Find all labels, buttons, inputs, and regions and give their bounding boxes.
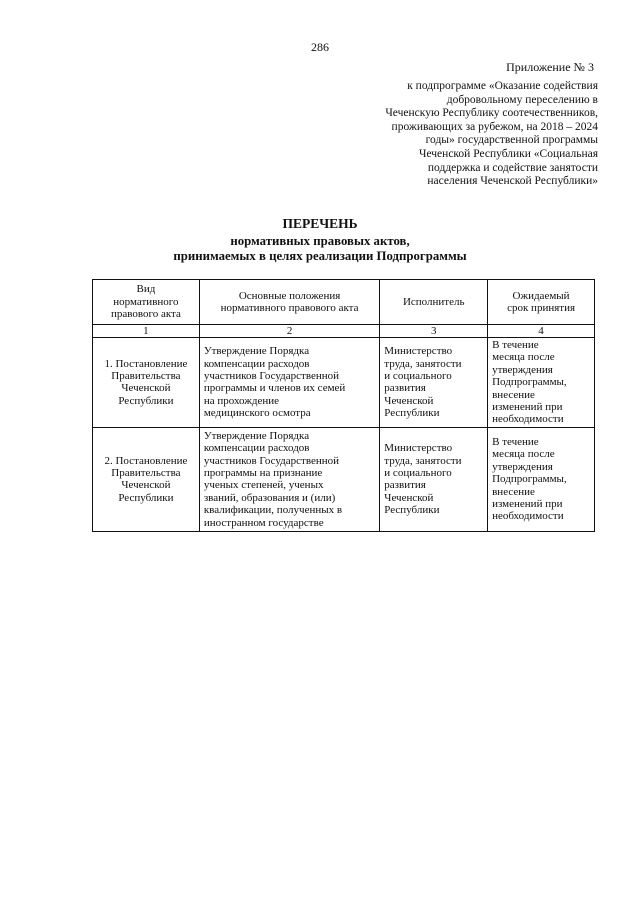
table-header-row bbox=[93, 280, 595, 325]
column-number: 3 bbox=[380, 325, 488, 338]
column-number-row bbox=[93, 325, 595, 338]
column-number: 2 bbox=[199, 325, 379, 338]
header-executor: Исполнитель bbox=[380, 280, 488, 325]
page-number: 286 bbox=[311, 40, 329, 54]
header-deadline: Ожидаемый срок принятия bbox=[488, 280, 595, 325]
cell-executor: Министерство труда, занятости и социального развития Чеченской Республики bbox=[380, 427, 488, 531]
cell-provisions: Утверждение Порядка компенсации расходов участников Государственной программы на признание ученых степеней, ученых званий, образования и (или) квалификации, полученных в иностранном государстве bbox=[199, 427, 379, 531]
header-act-type: Вид нормативного правового акта bbox=[93, 280, 200, 325]
cell-deadline: В течение месяца после утверждения Подпрограммы, внесение изменений при необходимости bbox=[488, 338, 595, 428]
header-provisions: Основные положения нормативного правового акта bbox=[199, 280, 379, 325]
table-row bbox=[93, 338, 595, 428]
cell-deadline: В течение месяца после утверждения Подпрограммы, внесение изменений при необходимости bbox=[488, 427, 595, 531]
appendix-text: к подпрограмме «Оказание содействия добровольному переселению в Чеченскую Республику соотечественников, проживающих за рубежом, на 2018 – 2024 годы» государственной программы Чеченской Республики «Социальная поддержка и содействие занятости населения Чеченской Республики» bbox=[385, 80, 598, 188]
document-subtitle: нормативных правовых актов, принимаемых в целях реализации Подпрограммы bbox=[173, 234, 467, 263]
cell-act-type: 2. Постановление Правительства Чеченской Республики bbox=[93, 427, 200, 531]
cell-act-type: 1. Постановление Правительства Чеченской Республики bbox=[93, 338, 200, 428]
appendix-title: Приложение № 3 bbox=[506, 60, 594, 74]
document-title: ПЕРЕЧЕНЬ bbox=[282, 216, 358, 231]
column-number: 4 bbox=[488, 325, 595, 338]
cell-provisions: Утверждение Порядка компенсации расходов участников Государственной программы и членов их семей на прохождение медицинского осмотра bbox=[199, 338, 379, 428]
cell-executor: Министерство труда, занятости и социального развития Чеченской Республики bbox=[380, 338, 488, 428]
column-number: 1 bbox=[93, 325, 200, 338]
table-row bbox=[93, 427, 595, 531]
acts-table bbox=[92, 279, 595, 532]
